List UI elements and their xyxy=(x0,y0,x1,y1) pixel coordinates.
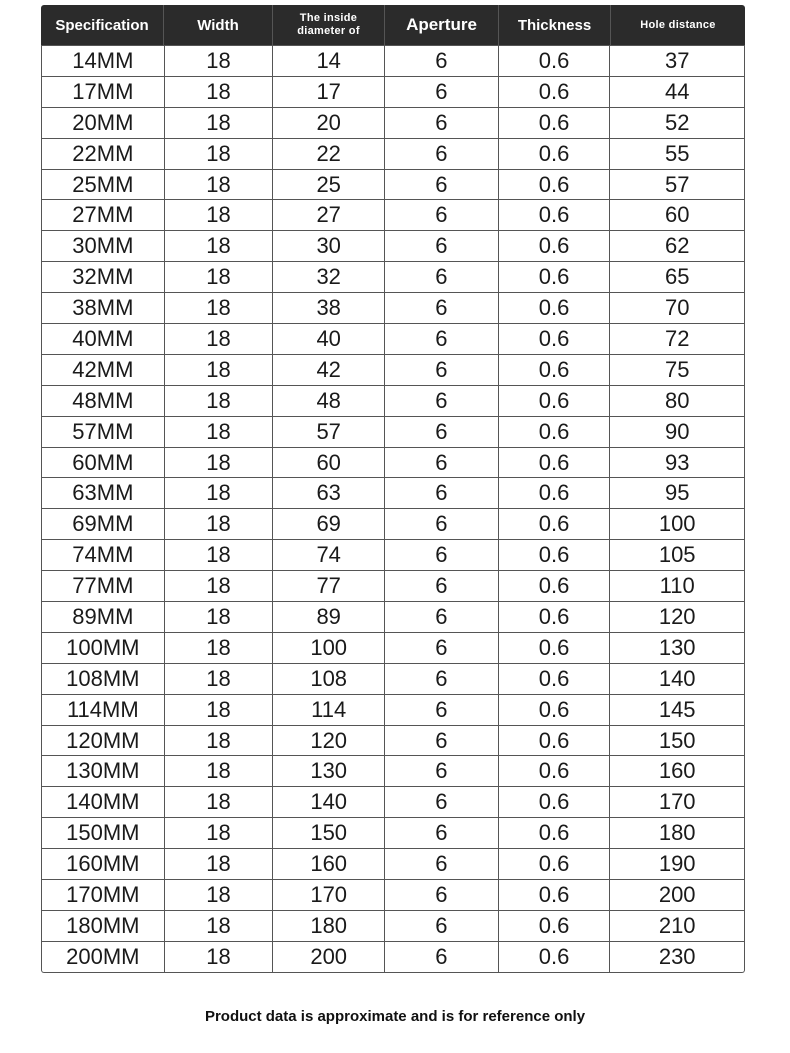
cell-thickness: 0.6 xyxy=(499,46,611,76)
cell-width: 18 xyxy=(165,77,274,107)
cell-inside-diameter: 150 xyxy=(273,818,385,848)
cell-hole-distance: 120 xyxy=(658,603,696,629)
table-row xyxy=(42,354,744,385)
cell-hole-distance: 65 xyxy=(664,264,690,290)
cell-thickness: 0.6 xyxy=(499,818,611,848)
cell-hole-distance: 130 xyxy=(658,634,696,660)
cell-hole-distance: 93 xyxy=(664,449,690,475)
cell-thickness: 0.6 xyxy=(499,571,611,601)
cell-aperture: 6 xyxy=(385,170,499,200)
cell-inside-diameter: 32 xyxy=(273,262,385,292)
table-row xyxy=(42,539,744,570)
table-row xyxy=(42,941,744,972)
table-row xyxy=(42,230,744,261)
cell-inside-diameter: 14 xyxy=(273,46,385,76)
cell-hole-distance: 140 xyxy=(658,665,696,691)
table-row xyxy=(42,477,744,508)
cell-specification: 140MM xyxy=(42,787,165,817)
cell-width: 18 xyxy=(165,448,274,478)
cell-inside-diameter: 89 xyxy=(273,602,385,632)
cell-specification: 100MM xyxy=(42,633,165,663)
table-row xyxy=(42,292,744,323)
cell-thickness: 0.6 xyxy=(499,880,611,910)
cell-inside-diameter: 60 xyxy=(273,448,385,478)
cell-width: 18 xyxy=(165,108,274,138)
table-row xyxy=(42,138,744,169)
cell-width: 18 xyxy=(165,170,274,200)
cell-hole-distance: 100 xyxy=(658,511,696,537)
cell-inside-diameter: 69 xyxy=(273,509,385,539)
cell-inside-diameter: 74 xyxy=(273,540,385,570)
cell-width: 18 xyxy=(165,231,274,261)
cell-hole-distance: 57 xyxy=(664,171,690,197)
table-row xyxy=(42,632,744,663)
cell-hole-distance: 60 xyxy=(664,202,690,228)
cell-aperture: 6 xyxy=(385,355,499,385)
cell-thickness: 0.6 xyxy=(499,787,611,817)
cell-width: 18 xyxy=(165,46,274,76)
cell-specification: 77MM xyxy=(42,571,165,601)
cell-width: 18 xyxy=(165,355,274,385)
footer-note: Product data is approximate and is for reference only xyxy=(204,1008,586,1025)
cell-aperture: 6 xyxy=(385,726,499,756)
cell-specification: 22MM xyxy=(42,139,165,169)
cell-width: 18 xyxy=(165,324,274,354)
cell-hole-distance: 160 xyxy=(658,758,696,784)
cell-hole-distance: 90 xyxy=(664,418,690,444)
cell-aperture: 6 xyxy=(385,880,499,910)
cell-inside-diameter: 40 xyxy=(273,324,385,354)
table-row xyxy=(42,45,744,76)
cell-width: 18 xyxy=(165,386,274,416)
cell-specification: 89MM xyxy=(42,602,165,632)
cell-thickness: 0.6 xyxy=(499,911,611,941)
cell-thickness: 0.6 xyxy=(499,664,611,694)
table-row xyxy=(42,447,744,478)
cell-inside-diameter: 108 xyxy=(273,664,385,694)
cell-inside-diameter: 140 xyxy=(273,787,385,817)
cell-width: 18 xyxy=(165,756,274,786)
cell-inside-diameter: 160 xyxy=(273,849,385,879)
cell-specification: 170MM xyxy=(42,880,165,910)
cell-inside-diameter: 27 xyxy=(273,200,385,230)
cell-inside-diameter: 77 xyxy=(273,571,385,601)
cell-thickness: 0.6 xyxy=(499,386,611,416)
cell-width: 18 xyxy=(165,571,274,601)
cell-thickness: 0.6 xyxy=(499,77,611,107)
cell-hole-distance: 180 xyxy=(658,820,696,846)
cell-aperture: 6 xyxy=(385,293,499,323)
cell-width: 18 xyxy=(165,200,274,230)
cell-specification: 160MM xyxy=(42,849,165,879)
cell-aperture: 6 xyxy=(385,664,499,694)
table-row xyxy=(42,601,744,632)
header-hole-distance: Hole distance xyxy=(640,18,716,31)
cell-hole-distance: 70 xyxy=(664,295,690,321)
cell-aperture: 6 xyxy=(385,602,499,632)
cell-thickness: 0.6 xyxy=(499,170,611,200)
table-row xyxy=(42,416,744,447)
cell-aperture: 6 xyxy=(385,695,499,725)
cell-width: 18 xyxy=(165,911,274,941)
cell-width: 18 xyxy=(165,633,274,663)
table-row xyxy=(42,786,744,817)
cell-inside-diameter: 17 xyxy=(273,77,385,107)
table-row xyxy=(42,910,744,941)
cell-hole-distance: 170 xyxy=(658,789,696,815)
cell-thickness: 0.6 xyxy=(499,448,611,478)
cell-hole-distance: 80 xyxy=(664,387,690,413)
cell-aperture: 6 xyxy=(385,46,499,76)
table-row xyxy=(42,817,744,848)
table-row xyxy=(42,848,744,879)
cell-thickness: 0.6 xyxy=(499,726,611,756)
cell-specification: 120MM xyxy=(42,726,165,756)
table-row xyxy=(42,323,744,354)
cell-specification: 180MM xyxy=(42,911,165,941)
cell-thickness: 0.6 xyxy=(499,942,611,972)
cell-width: 18 xyxy=(165,664,274,694)
cell-hole-distance: 150 xyxy=(658,727,696,753)
cell-specification: 42MM xyxy=(42,355,165,385)
cell-thickness: 0.6 xyxy=(499,540,611,570)
cell-thickness: 0.6 xyxy=(499,355,611,385)
cell-thickness: 0.6 xyxy=(499,478,611,508)
cell-inside-diameter: 48 xyxy=(273,386,385,416)
table-row xyxy=(42,663,744,694)
cell-aperture: 6 xyxy=(385,139,499,169)
table-row xyxy=(42,199,744,230)
table-row xyxy=(42,755,744,786)
cell-inside-diameter: 57 xyxy=(273,417,385,447)
cell-specification: 57MM xyxy=(42,417,165,447)
spec-table xyxy=(41,5,745,973)
cell-inside-diameter: 120 xyxy=(273,726,385,756)
cell-inside-diameter: 170 xyxy=(273,880,385,910)
cell-hole-distance: 37 xyxy=(664,47,690,73)
table-header xyxy=(41,5,745,45)
cell-width: 18 xyxy=(165,293,274,323)
cell-hole-distance: 44 xyxy=(664,78,690,104)
cell-width: 18 xyxy=(165,849,274,879)
cell-aperture: 6 xyxy=(385,231,499,261)
cell-width: 18 xyxy=(165,478,274,508)
cell-aperture: 6 xyxy=(385,417,499,447)
cell-inside-diameter: 200 xyxy=(273,942,385,972)
cell-aperture: 6 xyxy=(385,911,499,941)
cell-aperture: 6 xyxy=(385,77,499,107)
cell-specification: 108MM xyxy=(42,664,165,694)
cell-specification: 38MM xyxy=(42,293,165,323)
cell-width: 18 xyxy=(165,942,274,972)
cell-inside-diameter: 114 xyxy=(273,695,385,725)
cell-specification: 63MM xyxy=(42,478,165,508)
cell-width: 18 xyxy=(165,880,274,910)
cell-width: 18 xyxy=(165,726,274,756)
cell-width: 18 xyxy=(165,509,274,539)
cell-width: 18 xyxy=(165,602,274,632)
cell-thickness: 0.6 xyxy=(499,200,611,230)
table-row xyxy=(42,879,744,910)
cell-aperture: 6 xyxy=(385,540,499,570)
cell-hole-distance: 200 xyxy=(658,881,696,907)
cell-specification: 14MM xyxy=(42,46,165,76)
cell-aperture: 6 xyxy=(385,942,499,972)
cell-specification: 20MM xyxy=(42,108,165,138)
cell-inside-diameter: 30 xyxy=(273,231,385,261)
table-row xyxy=(42,107,744,138)
cell-aperture: 6 xyxy=(385,818,499,848)
cell-aperture: 6 xyxy=(385,633,499,663)
cell-hole-distance: 52 xyxy=(664,109,690,135)
cell-thickness: 0.6 xyxy=(499,417,611,447)
cell-aperture: 6 xyxy=(385,200,499,230)
cell-thickness: 0.6 xyxy=(499,108,611,138)
cell-inside-diameter: 180 xyxy=(273,911,385,941)
cell-inside-diameter: 63 xyxy=(273,478,385,508)
cell-width: 18 xyxy=(165,818,274,848)
header-aperture: Aperture xyxy=(385,5,499,45)
cell-inside-diameter: 20 xyxy=(273,108,385,138)
cell-thickness: 0.6 xyxy=(499,293,611,323)
cell-specification: 60MM xyxy=(42,448,165,478)
cell-hole-distance: 190 xyxy=(658,851,696,877)
table-row xyxy=(42,76,744,107)
cell-specification: 25MM xyxy=(42,170,165,200)
cell-width: 18 xyxy=(165,139,274,169)
cell-aperture: 6 xyxy=(385,571,499,601)
header-thickness: Thickness xyxy=(499,5,611,45)
cell-aperture: 6 xyxy=(385,509,499,539)
table-row xyxy=(42,385,744,416)
table-row xyxy=(42,725,744,756)
cell-inside-diameter: 42 xyxy=(273,355,385,385)
cell-specification: 130MM xyxy=(42,756,165,786)
header-specification: Specification xyxy=(41,5,164,45)
cell-aperture: 6 xyxy=(385,324,499,354)
cell-specification: 32MM xyxy=(42,262,165,292)
cell-inside-diameter: 130 xyxy=(273,756,385,786)
cell-specification: 30MM xyxy=(42,231,165,261)
cell-aperture: 6 xyxy=(385,448,499,478)
table-body xyxy=(41,45,745,973)
cell-specification: 27MM xyxy=(42,200,165,230)
cell-specification: 40MM xyxy=(42,324,165,354)
cell-thickness: 0.6 xyxy=(499,509,611,539)
cell-aperture: 6 xyxy=(385,108,499,138)
cell-aperture: 6 xyxy=(385,787,499,817)
cell-specification: 17MM xyxy=(42,77,165,107)
cell-inside-diameter: 22 xyxy=(273,139,385,169)
cell-inside-diameter: 25 xyxy=(273,170,385,200)
cell-width: 18 xyxy=(165,540,274,570)
cell-specification: 69MM xyxy=(42,509,165,539)
cell-thickness: 0.6 xyxy=(499,695,611,725)
cell-thickness: 0.6 xyxy=(499,231,611,261)
table-row xyxy=(42,570,744,601)
cell-hole-distance: 95 xyxy=(664,480,690,506)
cell-hole-distance: 230 xyxy=(658,943,696,969)
table-row xyxy=(42,694,744,725)
table-row xyxy=(42,508,744,539)
cell-thickness: 0.6 xyxy=(499,756,611,786)
cell-specification: 150MM xyxy=(42,818,165,848)
cell-thickness: 0.6 xyxy=(499,324,611,354)
cell-thickness: 0.6 xyxy=(499,633,611,663)
cell-specification: 114MM xyxy=(42,695,165,725)
cell-aperture: 6 xyxy=(385,849,499,879)
cell-hole-distance: 72 xyxy=(664,325,690,351)
table-row xyxy=(42,261,744,292)
header-width: Width xyxy=(164,5,273,45)
cell-aperture: 6 xyxy=(385,756,499,786)
cell-thickness: 0.6 xyxy=(499,849,611,879)
cell-thickness: 0.6 xyxy=(499,262,611,292)
cell-hole-distance: 62 xyxy=(664,233,690,259)
cell-thickness: 0.6 xyxy=(499,602,611,632)
cell-hole-distance: 110 xyxy=(659,573,695,599)
cell-inside-diameter: 100 xyxy=(273,633,385,663)
cell-aperture: 6 xyxy=(385,386,499,416)
cell-aperture: 6 xyxy=(385,478,499,508)
cell-specification: 74MM xyxy=(42,540,165,570)
cell-aperture: 6 xyxy=(385,262,499,292)
cell-inside-diameter: 38 xyxy=(273,293,385,323)
cell-width: 18 xyxy=(165,417,274,447)
cell-width: 18 xyxy=(165,695,274,725)
cell-width: 18 xyxy=(165,262,274,292)
header-inside-diameter: The inside diameter of xyxy=(273,5,385,45)
cell-specification: 48MM xyxy=(42,386,165,416)
table-row xyxy=(42,169,744,200)
cell-thickness: 0.6 xyxy=(499,139,611,169)
cell-hole-distance: 105 xyxy=(658,542,696,568)
cell-hole-distance: 55 xyxy=(664,140,690,166)
cell-hole-distance: 145 xyxy=(658,696,696,722)
cell-hole-distance: 210 xyxy=(658,912,696,938)
cell-width: 18 xyxy=(165,787,274,817)
cell-hole-distance: 75 xyxy=(664,356,690,382)
cell-specification: 200MM xyxy=(42,942,165,972)
